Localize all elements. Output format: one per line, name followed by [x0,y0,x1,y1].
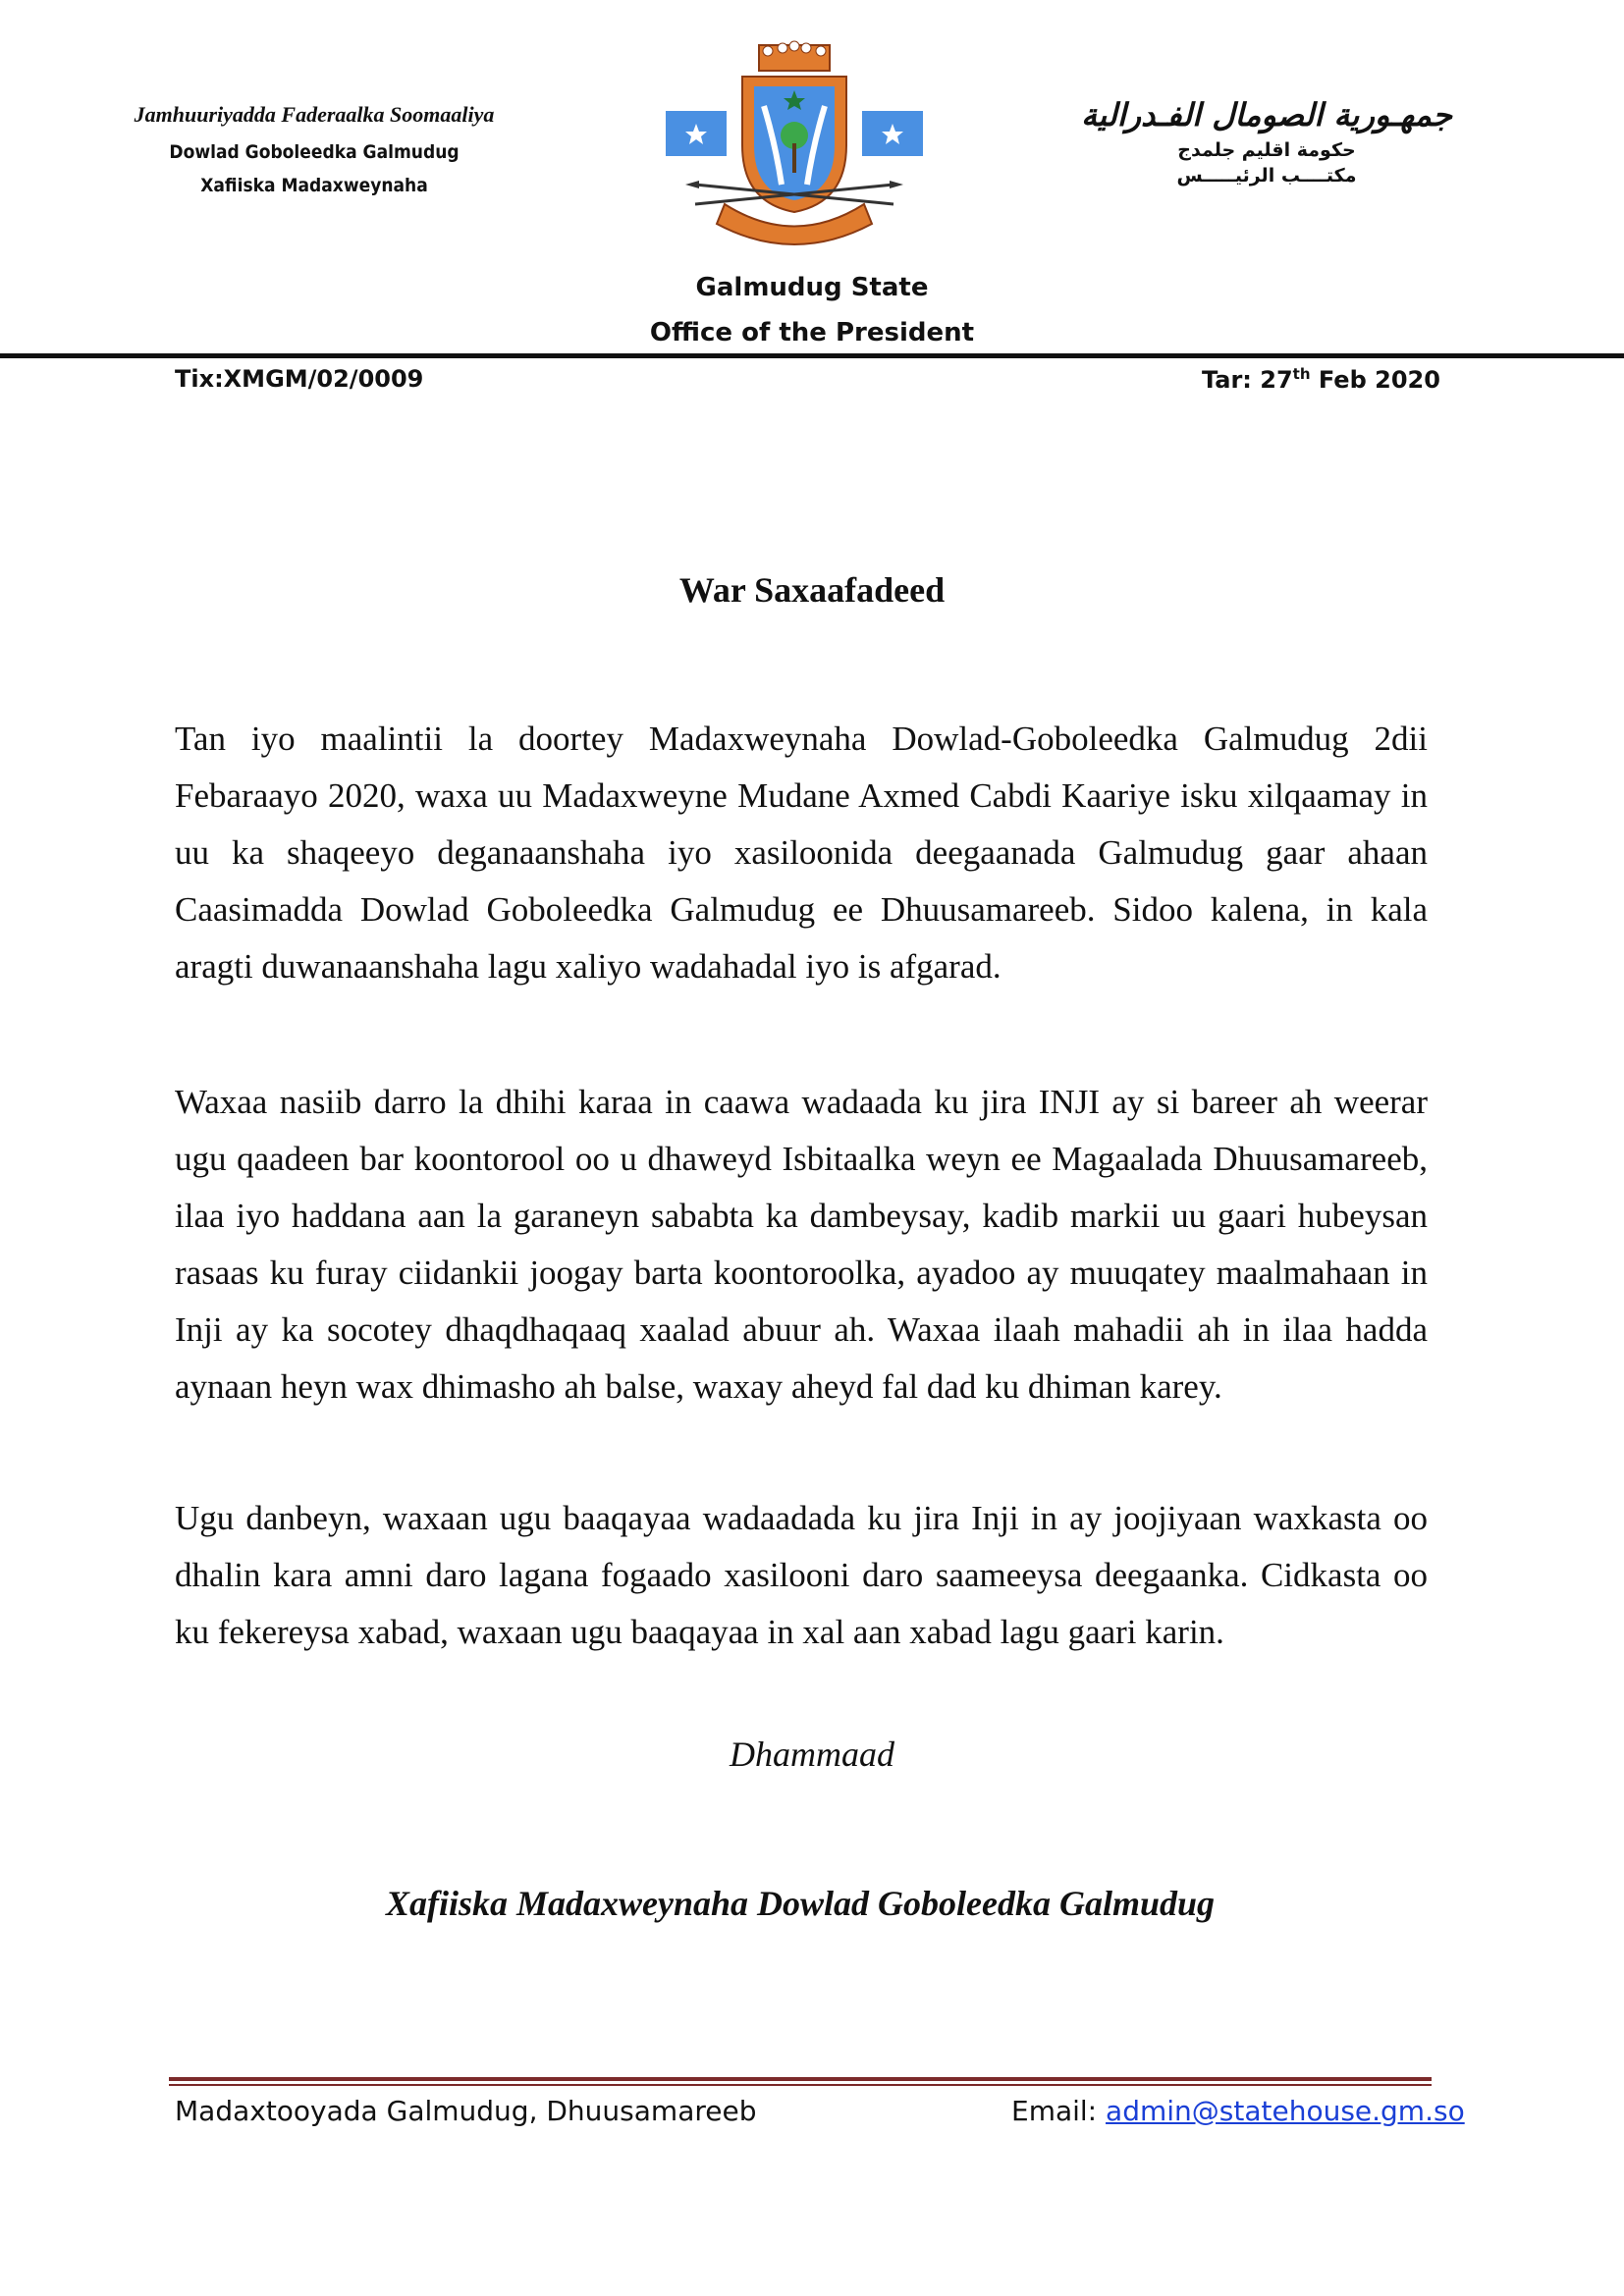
republic-name-arabic: جمهـورية الصومال الفـدرالية [1081,96,1452,133]
office-somali: Xafiiska Madaxweynaha [200,175,428,196]
paragraph-3: Ugu danbeyn, waxaan ugu baaqayaa wadaadada ku jira Inji in ay joojiyaan waxkasta oo dhalin kara amni daro lagana fogaado xasilooni daro saameeysa deegaanka. Cidkasta oo ku fekereysa xabad, waxaan ugu baaqayaa in xal aan xabad lagu gaari karin. [175,1499,1428,1651]
document-title: War Saxaafadeed [678,570,946,610]
footer-divider [169,2077,1432,2081]
office-name: Office of the President [649,318,975,347]
document-date: Tar: 27th Feb 2020 [1202,365,1440,394]
footer-email: Email: admin@statehouse.gm.so [1011,2095,1465,2127]
email-link[interactable]: admin@statehouse.gm.so [1106,2095,1465,2127]
state-government-arabic: حكومة اقليم جلمدج [1177,139,1356,161]
footer-divider-thin [169,2084,1432,2086]
paragraph-2: Waxaa nasiib darro la dhihi karaa in caawa wadaada ku jira INJI ay si bareer ah weerar ugu qaadeen bar koontorool oo u dhaweyd Isbitaalka weyn ee Magaalada Dhuusamareeb, ilaa iyo haddana aan la garaneyn sababta ka dambeysay, kadib markii uu gaari hubeysan rasaas ku furay ciidankii joogay barta koontoroolka, ayadoo ay muuqatey maalmahaan in Inji ay ka socotey dhaqdhaqaaq xaalad abuur ah. Waxaa ilaah mahadii ah in ilaa hadda aynaan heyn wax dhimasho ah balse, waxay aheyd fal dad ku dhiman karey. [175,1083,1428,1406]
galmudug-coat-of-arms-icon [666,37,923,265]
signature-line: Xafiiska Madaxweynaha Dowlad Goboleedka Galmudug [385,1884,1216,1923]
state-government-somali: Dowlad Goboleedka Galmudug [169,141,460,163]
closing-text: Dhammaad [730,1735,894,1774]
reference-number: Tix:XMGM/02/0009 [175,365,424,393]
footer-address: Madaxtooyada Galmudug, Dhuusamareeb [175,2095,757,2127]
paragraph-1: Tan iyo maalintii la doortey Madaxweynaha Dowlad-Goboleedka Galmudug 2dii Febaraayo 2020, waxa uu Madaxweyne Mudane Axmed Cabdi Kaariye isku xilqaamay in uu ka shaqeeyo deganaanshaha iyo xasiloonida deegaanada Galmudug gaar ahaan Caasimadda Dowlad Goboleedka Galmudug ee Dhuusamareeb. Sidoo kalena, in kala aragti duwanaanshaha lagu xaliyo wadahadal iyo is afgarad. [175,720,1428,986]
header-right-block [1070,96,1463,187]
header-divider [0,353,1624,358]
office-arabic: مكتــــب الرئيـــــس [1176,165,1357,187]
state-name: Galmudug State [695,273,929,302]
header-left-block [88,102,540,196]
republic-name-somali: Jamhuuriyadda Faderaalka Soomaaliya [134,102,495,127]
